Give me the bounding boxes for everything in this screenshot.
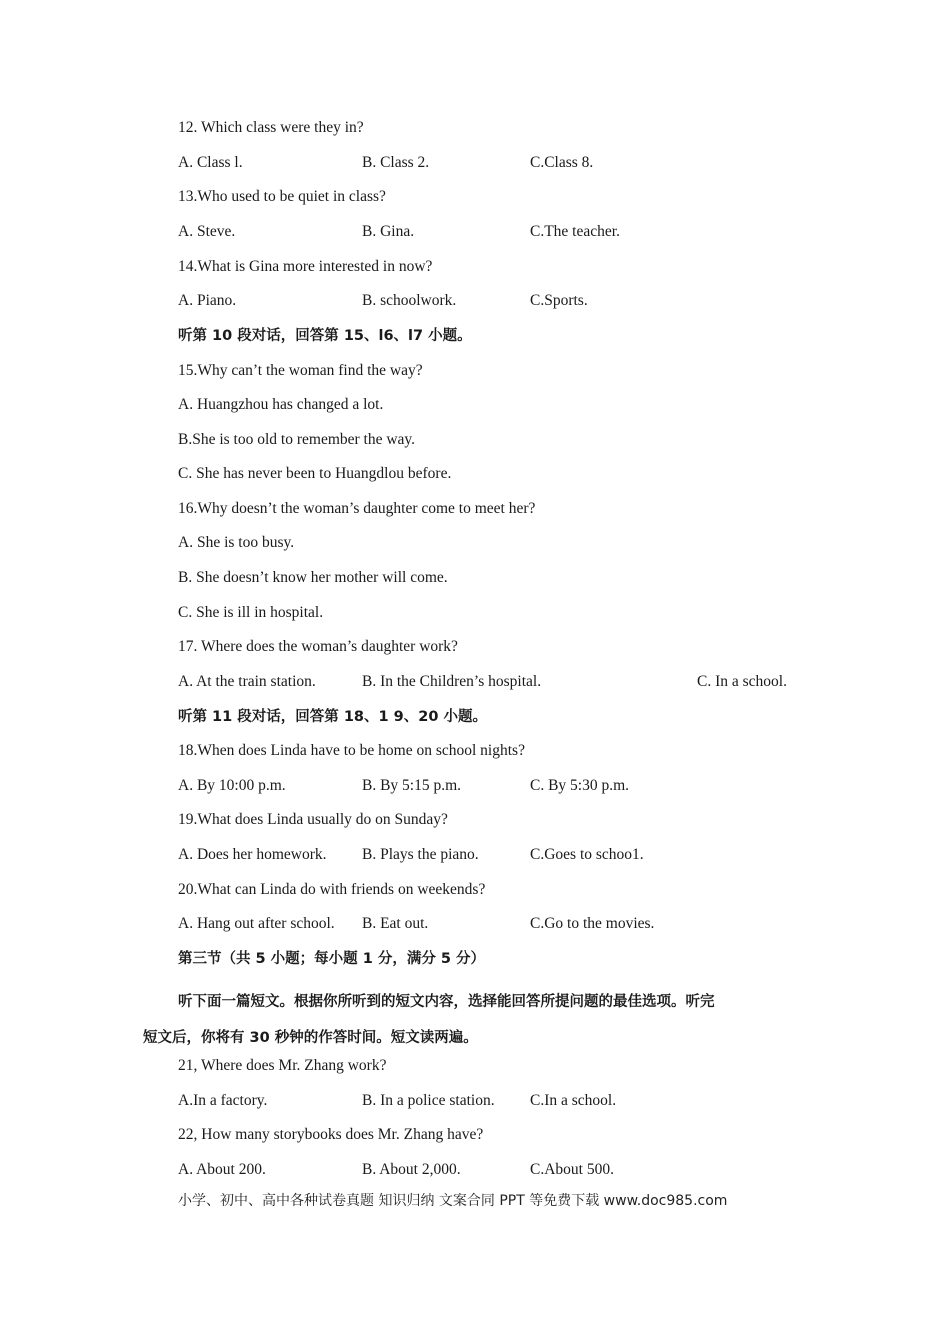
option-18-a: A. By 10:00 p.m. — [178, 777, 286, 794]
question-15: 15.Why can’t the woman find the way? — [178, 362, 423, 379]
instructions-line-1: 听下面一篇短文。根据你所听到的短文内容，选择能回答所提问题的最佳选项。听完 — [178, 994, 715, 1010]
option-20-a: A. Hang out after school. — [178, 915, 335, 932]
option-15-c: C. She has never been to Huangdlou before. — [178, 465, 452, 482]
option-12-c: C.Class 8. — [530, 154, 594, 171]
option-12-b: B. Class 2. — [362, 154, 430, 171]
question-12: 12. Which class were they in? — [178, 119, 364, 136]
option-21-a: A.In a factory. — [178, 1092, 268, 1109]
option-14-b: B. schoolwork. — [362, 292, 457, 309]
option-13-a: A. Steve. — [178, 223, 236, 240]
option-16-b: B. She doesn’t know her mother will come. — [178, 569, 448, 586]
option-18-c: C. By 5:30 p.m. — [530, 777, 630, 794]
question-19: 19.What does Linda usually do on Sunday? — [178, 811, 448, 828]
option-22-b: B. About 2,000. — [362, 1161, 461, 1178]
option-19-b: B. Plays the piano. — [362, 846, 479, 863]
option-22-a: A. About 200. — [178, 1161, 266, 1178]
option-19-c: C.Goes to schoo1. — [530, 846, 644, 863]
option-20-c: C.Go to the movies. — [530, 915, 655, 932]
option-13-b: B. Gina. — [362, 223, 415, 240]
option-13-c: C.The teacher. — [530, 223, 620, 240]
option-18-b: B. By 5:15 p.m. — [362, 777, 462, 794]
question-14: 14.What is Gina more interested in now? — [178, 258, 433, 275]
section-11-heading: 听第 11 段对话，回答第 18、1 9、20 小题。 — [178, 709, 487, 725]
option-16-a: A. She is too busy. — [178, 534, 295, 551]
option-21-c: C.In a school. — [530, 1092, 617, 1109]
option-14-c: C.Sports. — [530, 292, 588, 309]
option-22-c: C.About 500. — [530, 1161, 614, 1178]
section-10-heading: 听第 10 段对话，回答第 15、l6、l7 小题。 — [178, 328, 472, 344]
question-21: 21, Where does Mr. Zhang work? — [178, 1057, 387, 1074]
option-21-b: B. In a police station. — [362, 1092, 495, 1109]
question-20: 20.What can Linda do with friends on weekends? — [178, 881, 486, 898]
option-19-a: A. Does her homework. — [178, 846, 327, 863]
question-13: 13.Who used to be quiet in class? — [178, 188, 386, 205]
instructions-line-2: 短文后，你将有 30 秒钟的作答时间。短文读两遍。 — [143, 1030, 478, 1046]
option-17-a: A. At the train station. — [178, 673, 316, 690]
option-20-b: B. Eat out. — [362, 915, 429, 932]
option-14-a: A. Piano. — [178, 292, 237, 309]
question-18: 18.When does Linda have to be home on school nights? — [178, 742, 525, 759]
option-17-b: B. In the Children’s hospital. — [362, 673, 542, 690]
option-16-c: C. She is ill in hospital. — [178, 604, 324, 621]
question-17: 17. Where does the woman’s daughter work? — [178, 638, 458, 655]
option-15-a: A. Huangzhou has changed a lot. — [178, 396, 384, 413]
option-12-a: A. Class l. — [178, 154, 243, 171]
question-16: 16.Why doesn’t the woman’s daughter come to meet her? — [178, 500, 536, 517]
question-22: 22, How many storybooks does Mr. Zhang have? — [178, 1126, 484, 1143]
option-17-c: C. In a school. — [697, 673, 787, 690]
option-15-b: B.She is too old to remember the way. — [178, 431, 416, 448]
part-3-heading: 第三节（共 5 小题；每小题 1 分，满分 5 分） — [178, 951, 486, 967]
page-footer: 小学、初中、高中各种试卷真题 知识归纳 文案合同 PPT 等免费下载 www.doc985.com — [178, 1193, 728, 1209]
